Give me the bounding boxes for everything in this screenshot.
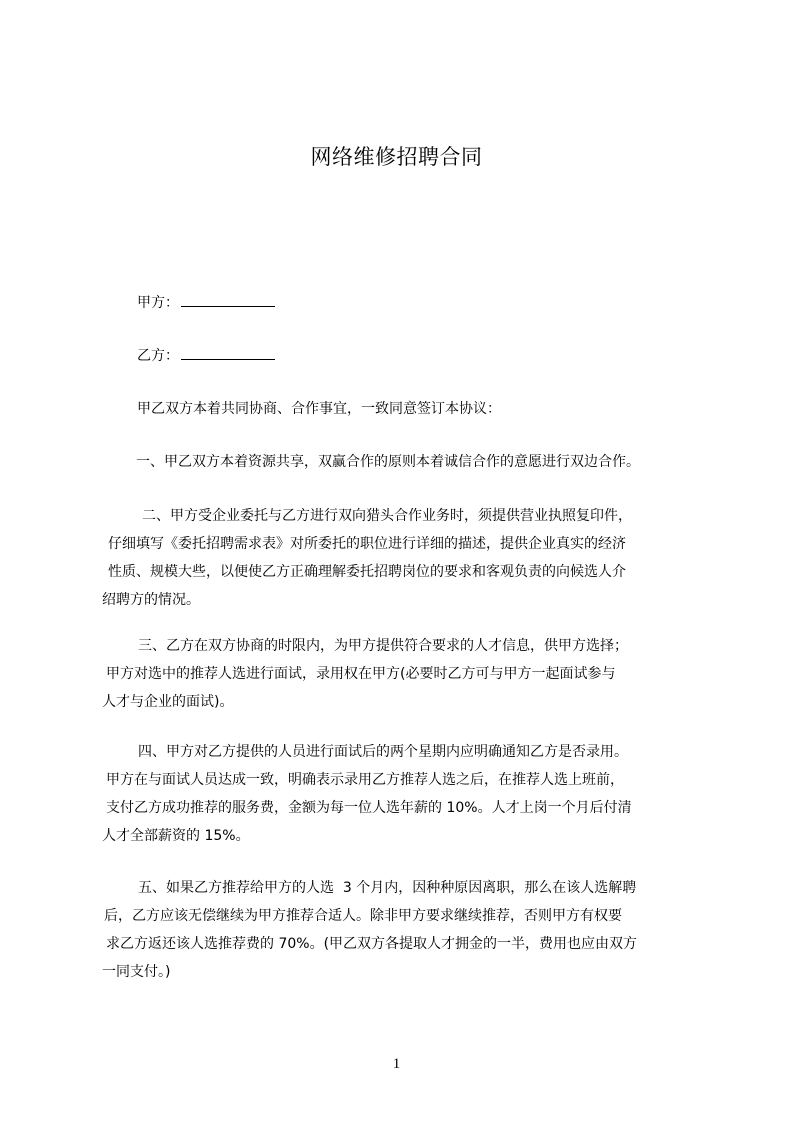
clause-3-line: 人才与企业的面试)。 (102, 694, 234, 710)
page-number: 1 (392, 1056, 401, 1072)
clause-5-line: 求乙方返还该人选推荐费的 70%。(甲乙双方各提取人才拥金的一半，费用也应由双方 (106, 936, 638, 952)
page-title: 网络维修招聘合同 (310, 145, 483, 169)
clause-2 (102, 502, 702, 614)
clause-5 (102, 874, 702, 986)
clause-2-line: 绍聘方的情况。 (102, 592, 200, 608)
clause-5-line: 五、如果乙方推荐给甲方的人选 3 个月内，因种种原因离职，那么在该人选解聘 (138, 880, 637, 896)
clause-4-line: 四、甲方对乙方提供的人员进行面试后的两个星期内应明确通知乙方是否录用。 (138, 744, 628, 760)
party-a-label: 甲方： (137, 295, 179, 311)
clause-3-line: 三、乙方在双方协商的时限内，为甲方提供符合要求的人才信息，供甲方选择； (138, 638, 628, 654)
clause-2-line: 仔细填写《委托招聘需求表》对所委托的职位进行详细的描述，提供企业真实的经济 (108, 536, 626, 552)
clause-1 (136, 448, 706, 476)
clause-5-line: 后，乙方应该无偿继续为甲方推荐合适人。除非甲方要求继续推荐，否则甲方有权要 (104, 908, 622, 924)
intro-paragraph (137, 399, 501, 419)
party-b-label: 乙方： (137, 348, 179, 364)
party-b-blank (181, 345, 275, 360)
clause-4-line: 人才全部薪资的 15%。 (102, 828, 250, 844)
clause-3-line: 甲方对选中的推荐人选进行面试，录用权在甲方(必要时乙方可与甲方一起面试参与 (106, 666, 616, 682)
clause-5-line: 一同支付。) (102, 964, 171, 980)
clause-4-line: 甲方在与面试人员达成一致，明确表示录用乙方推荐人选之后，在推荐人选上班前， (106, 772, 624, 788)
intro-text: 甲乙双方本着共同协商、合作事宜，一致同意签订本协议： (137, 401, 501, 417)
party-a-line (137, 292, 275, 313)
clause-2-line: 性质、规模大些，以便使乙方正确理解委托招聘岗位的要求和客观负责的向候选人介 (108, 564, 626, 580)
party-b-line (137, 345, 275, 366)
clause-4 (102, 738, 702, 850)
party-a-blank (181, 292, 275, 307)
clause-1-line: 一、甲乙双方本着资源共享，双赢合作的原则本着诚信合作的意愿进行双边合作。 (136, 454, 640, 470)
clause-2-line: 二、甲方受企业委托与乙方进行双向猎头合作业务时，须提供营业执照复印件， (142, 508, 632, 524)
clause-4-line: 支付乙方成功推荐的服务费，金额为每一位人选年薪的 10%。人才上岗一个月后付清 (106, 800, 632, 816)
clause-3 (102, 632, 702, 716)
